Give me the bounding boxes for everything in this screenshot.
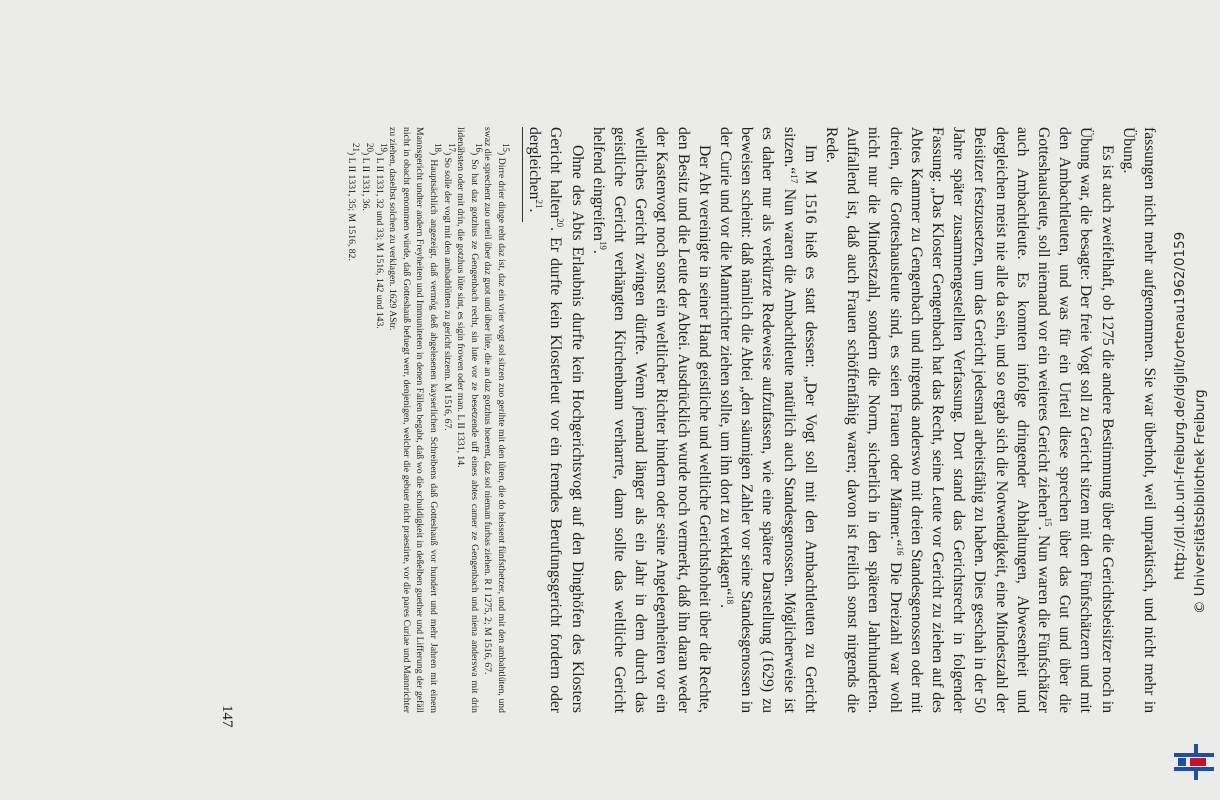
source-strip xyxy=(1168,8,1216,614)
copyright-notice: © Universitätsbibliothek Freiburg xyxy=(1192,389,1208,614)
footnote-ref[interactable]: 18 xyxy=(725,595,736,605)
footnote: $^{17}$) So solle der vogt mit den ambadtlütten zu gericht sitzenn. M 1516, 67. xyxy=(441,143,457,431)
footnote: $^{19}$) L II 1331, 32 und 33; M 1516, 142 und 143. xyxy=(373,143,389,329)
footnote-ref[interactable]: 17 xyxy=(788,174,799,184)
footnote-ref[interactable]: 19 xyxy=(597,240,608,250)
paragraph: Ohne des Abts Erlaubnis durfte kein Hochgerichtsvogt auf den Dinghöfen des Klosters Gericht halten$^{20}$. Er durfte kein Klosterleut vor ein fremdes Berufungsgericht fordern oder dergleichen$^{21}$. xyxy=(526,127,586,713)
footnote-divider xyxy=(522,127,523,222)
footnote-ref[interactable]: 21 xyxy=(534,199,545,209)
footnote-ref[interactable]: 16 xyxy=(894,546,905,556)
footnote: $^{16}$) So hat daz gotzhus ze Gengenbach recht, sin lute vor ze besetzende uff eines abtes camer ze Gengenbach und niena anderswa mit drin lidenähsten oder mit drin, die gotzhus lüte sint, es sigin frowen oder man. L II 1331, 14. xyxy=(455,127,485,713)
paragraph: Der Abt vereinigte in seiner Hand geistliche und weltliche Gerichtshoheit über die Rechte, den Besitz und die Leute der Abtei. Ausdrücklich wurde noch vermerkt, daß ihn daran weder der Kastenvogt noch sonst ein weltlicher Richter hindern oder seine Angelegenheiten vor ein weltliches Gericht zwingen dürfte. Wenn jemand länger als ein Jahr in dem durch das geistliche Gericht verhängten Kirchenbann verharrte, dann sollte das weltliche Gericht helfend eingreifen$^{19}$. xyxy=(589,127,713,713)
footnote: $^{18}$) Hauptsächlich angezeigt, daß vermög deß abgelesenen kayserlichen Schreibens daß Gotteshauß vor hundert und mehr Jahren mit einem Mannsgericht undter andern Freyheiten und Immuniteten in denen Fällen begabt, daß wo die schuldigkeit in deßelben guether und Lifferung der gefäll nicht in obacht genommen würde, daß Gotteshauß befuegt werr, denjenigen, welcher die gebuer nicht praestirte, vor die pares Curiae und Mannrichter zu ziehen, daselbst solchen zu verklagen. 1629 AStr. xyxy=(387,127,444,713)
source-url-link[interactable]: http://dl.ub.uni-freiburg.de/diglit/ortenau1962/0159 xyxy=(1172,231,1188,580)
footnote: $^{15}$) Dirre drier dinge reht daz ist, daz ein vrier vogt sol sitzen zuo gerihte mit den lüten, die do heissent fünfsthetzer, und mit den ambahtlüten, und swaz die sprechent zuo urteil über daz guot und über lüte, die an daz gotzhus hoerent, daz sol nieman furbas ziehen. R I 1275, 2; M 1516, 67. xyxy=(482,127,512,713)
footnote-ref[interactable]: 15 xyxy=(1043,517,1054,527)
body-text xyxy=(524,127,1160,713)
paragraph: Im M 1516 hieß es statt dessen: „Der Vogt soll mit den Ambachtleuten zu Gericht sitzen.“$^{17}$ Nun waren die Ambachtleute natürlich auch Standesgenossen. Möglicherweise ist es daher nur als verkürzte Redeweise aufzufassen, wie eine spätere Darstellung (1629) zu beweisen scheint: daß nämlich die Abtei „den säumigen Zahler vor seine Standesgenossen in der Curie und vor die Mannrichter ziehen sollte, um ihn dort zu verklagen“$^{18}$. xyxy=(716,127,819,713)
footnote: $^{20}$) L II 1331, 36. xyxy=(360,143,376,211)
scanned-page xyxy=(80,0,1160,800)
paragraph: fassungen nicht mehr aufgenommen. Sie war überholt, weil unpraktisch, und nicht mehr in Übung. xyxy=(1119,127,1158,713)
paragraph: Es ist auch zweifelhaft, ob 1275 die andere Bestimmung über die Gerichtsbeisitzer noch in Übung war, die besagte: Der freie Vogt soll zu Gericht sitzen mit den Fünfschätzern und mit den Ambachtleuten, und was für ein Urteil diese sprechen über das Gut und über die Gotteshausleute, soll niemand vor ein weiteres Gericht ziehen$^{15}$. Nun waren die Fünfschätzer auch Ambachtleute. Es konnten infolge dringender Abhaltungen, Abwesenheit und dergleichen meist nie alle da sein, und so ergab sich die Notwendigkeit, eine Mindestzahl der Beisitzer festzusetzen, um das Gericht jedesmal arbeitsfähig zu haben. Dies geschah in der 50 Jahre später zusammengestellten Verfassung. Dort stand das Gerichtsrecht in folgender Fassung: „Das Kloster Gengenbach hat das Recht, seine Leute vor Gericht zu ziehen auf des Abtes Kammer zu Gengenbach und nirgends anderswo mit dreien Standesgenossen oder mit dreien, die Gotteshausleute sind, es seien Frauen oder Männer.“$^{16}$ Die Dreizahl war wohl nicht nur die Mindestzahl, sondern die Norm, sicherlich in den späteren Jahrhunderten. Auffallend ist, daß auch Frauen schöffenfähig waren; davon ist freilich sonst nirgends die Rede. xyxy=(822,127,1116,714)
library-logo-icon xyxy=(1172,742,1216,782)
footnote: $^{21}$) L II 1331, 35; M 1516, 82. xyxy=(346,143,362,261)
footnote-ref[interactable]: 20 xyxy=(555,218,566,228)
page-number: 147 xyxy=(219,705,235,728)
footnotes xyxy=(345,127,512,713)
